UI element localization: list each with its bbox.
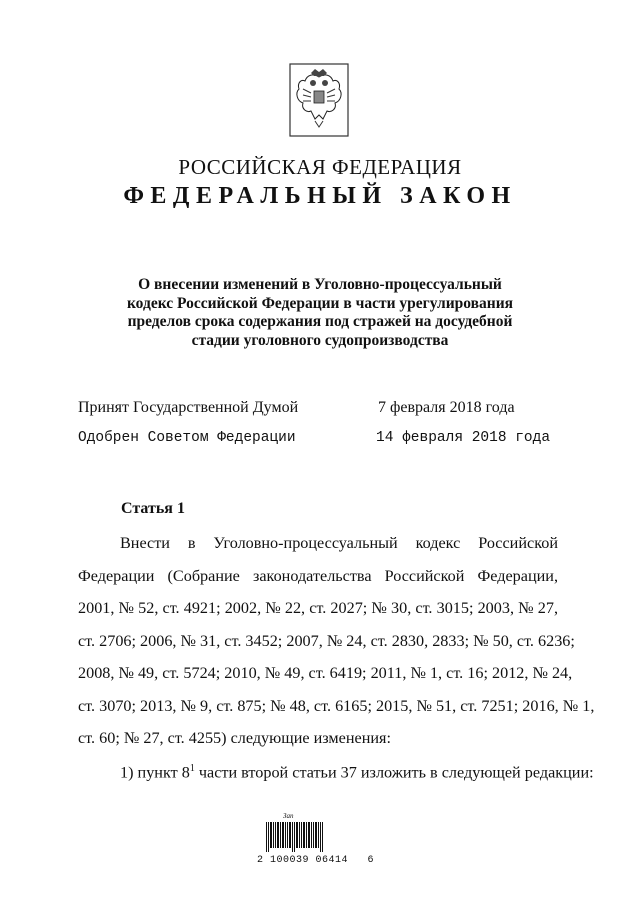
barcode	[266, 822, 324, 852]
council-approval-row	[78, 430, 558, 446]
item-superscript: 1	[189, 763, 195, 774]
paragraph-line: Внести в Уголовно-процессуальный кодекс Российской	[120, 534, 558, 552]
paragraph-line: ст. 3070; 2013, № 9, ст. 875; № 48, ст. 6165; 2015, № 51, ст. 7251; 2016, № 1,	[78, 696, 595, 715]
paragraph-line: 2001, № 52, ст. 4921; 2002, № 22, ст. 2027; № 30, ст. 3015; 2003, № 27,	[78, 599, 558, 617]
item-suffix: части второй статьи 37 изложить в следующей редакции:	[194, 763, 594, 782]
law-title	[110, 276, 530, 350]
council-label: Одобрен Советом Федерации	[78, 430, 296, 446]
barcode-number: 2 100039 06414 6	[257, 855, 375, 866]
duma-label: Принят Государственной Думой	[78, 399, 299, 416]
amendment-item	[120, 763, 594, 782]
duma-adoption-row	[78, 399, 558, 417]
title-line: пределов срока содержания под стражей на досудебной	[127, 313, 513, 330]
title-line: О внесении изменений в Уголовно-процессуальный	[138, 276, 502, 293]
coat-of-arms-emblem	[289, 63, 349, 137]
duma-date: 7 февраля 2018 года	[378, 399, 515, 416]
country-heading: РОССИЙСКАЯ ФЕДЕРАЦИЯ	[178, 155, 462, 179]
paragraph-line: ст. 2706; 2006, № 31, ст. 3452; 2007, № 24, ст. 2830, 2833; № 50, ст. 6236;	[78, 631, 575, 650]
article-heading: Статья 1	[121, 500, 185, 517]
paragraph-line: Федерации (Собрание законодательства Российской Федерации,	[78, 566, 558, 585]
title-line: кодекс Российской Федерации в части урегулирования	[126, 294, 514, 312]
title-line: стадии уголовного судопроизводства	[191, 331, 449, 349]
document-type-heading: ФЕДЕРАЛЬНЫЙ ЗАКОН	[123, 183, 517, 209]
paragraph-line: ст. 60; № 27, ст. 4255) следующие изменения:	[78, 729, 391, 747]
council-date: 14 февраля 2018 года	[376, 430, 551, 446]
article-paragraph	[78, 527, 595, 755]
registration-stamp: Зап	[283, 812, 294, 820]
item-prefix: 1) пункт 8	[120, 763, 190, 782]
paragraph-line: 2008, № 49, ст. 5724; 2010, № 49, ст. 6419; 2011, № 1, ст. 16; 2012, № 24,	[78, 664, 573, 682]
